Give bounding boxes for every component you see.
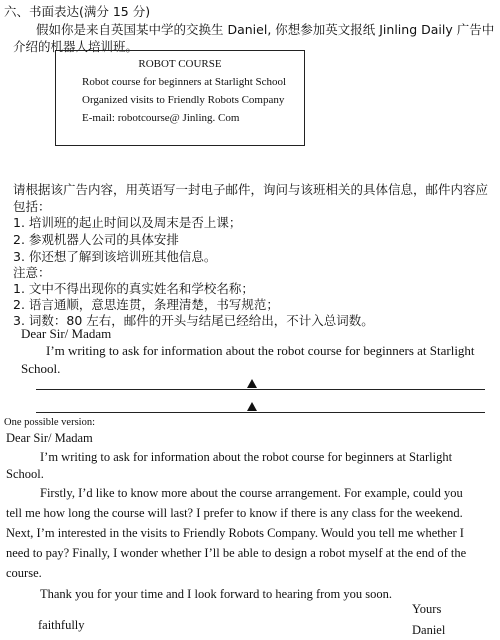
answer-para2-line1: Firstly, I’d like to know more about the course arrangement. For example, could you	[40, 486, 463, 500]
letter-opening-line-2: School.	[21, 361, 61, 376]
answer-para1-line2: School.	[6, 467, 44, 481]
signature-faithfully: faithfully	[38, 618, 85, 632]
content-point-1: 1. 培训班的起止时间以及周末是否上课；	[13, 215, 242, 230]
letter-salutation: Dear Sir/ Madam	[21, 326, 112, 341]
ad-title: ROBOT COURSE	[138, 58, 222, 70]
notice-label: 注意：	[13, 265, 51, 280]
ad-line-2: Organized visits to Friendly Robots Company	[82, 94, 285, 106]
ad-line-1: Robot course for beginners at Starlight School	[82, 76, 287, 88]
notice-point-2: 2. 语言通顺，意思连贯，条理清楚，书写规范；	[13, 297, 279, 312]
content-point-3: 3. 你还想了解到该培训班其他信息。	[13, 249, 217, 264]
answer-label: One possible version:	[4, 417, 95, 428]
notice-point-3: 3. 词数：80 左右，邮件的开头与结尾已经给出，不计入总词数。	[13, 313, 374, 328]
notice-point-1: 1. 文中不得出现你的真实姓名和学校名称；	[13, 281, 254, 296]
instruction-line-1: 请根据该广告内容，用英语写一封电子邮件，询问与该班相关的具体信息，邮件内容应	[13, 182, 489, 197]
signature-yours: Yours	[412, 602, 442, 616]
answer-closing: Thank you for your time and I look forward to hearing from you soon.	[40, 587, 393, 601]
answer-para2-line2: tell me how long the course will last? I prefer to know if there is any class for the weekend.	[6, 506, 463, 520]
triangle-marker-icon	[247, 402, 257, 411]
content-point-2: 2. 参观机器人公司的具体安排	[13, 232, 179, 247]
signature-name: Daniel	[412, 623, 446, 637]
section-title: 六、书面表达(满分 15 分)	[4, 4, 151, 19]
instruction-line-2: 包括：	[13, 199, 51, 214]
triangle-marker-icon	[247, 379, 257, 388]
ad-line-3: E-mail: robotcourse@ Jinling. Com	[82, 112, 240, 124]
writing-line-2	[36, 412, 485, 413]
answer-salutation: Dear Sir/ Madam	[6, 431, 93, 445]
prompt-line-2: 介绍的机器人培训班。	[13, 39, 139, 54]
answer-para2-line5: course.	[6, 566, 42, 580]
writing-line-1	[36, 389, 485, 390]
letter-opening-line-1: I’m writing to ask for information about the robot course for beginners at Starlight	[46, 343, 475, 358]
answer-para2-line4: need to pay? Finally, I wonder whether I’ll be able to design a robot myself at the end of the	[6, 546, 467, 560]
answer-para2-line3: Next, I’m interested in the visits to Friendly Robots Company. Would you tell me whether I	[6, 526, 464, 540]
advertisement-box	[55, 50, 305, 146]
answer-para1-line1: I’m writing to ask for information about the robot course for beginners at Starlight	[40, 450, 453, 464]
prompt-line-1: 假如你是来自英国某中学的交换生 Daniel, 你想参加英文报纸 Jinling Daily 广告中	[36, 22, 495, 37]
